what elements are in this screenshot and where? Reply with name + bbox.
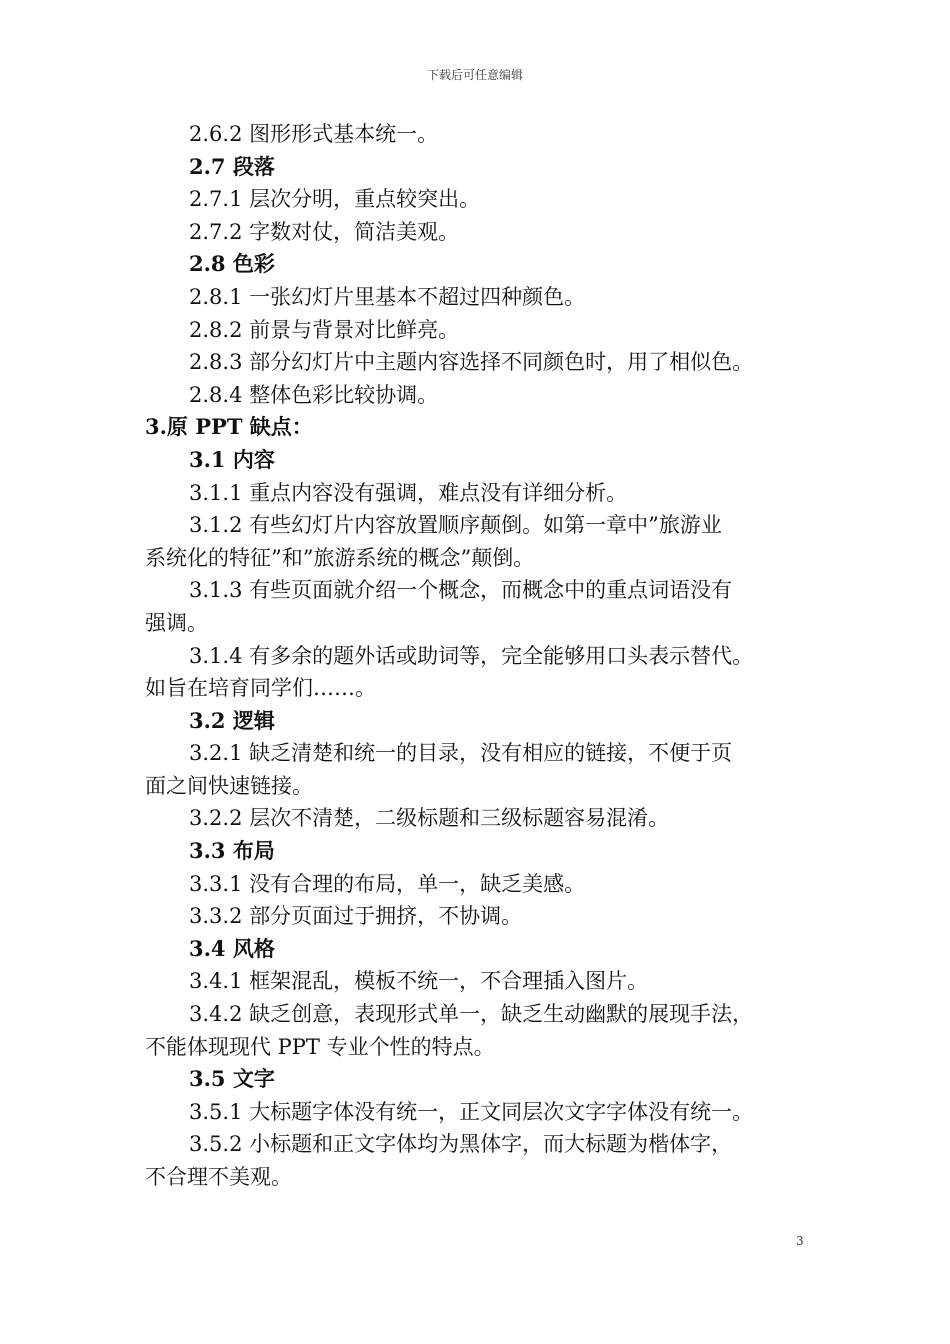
list-item: 3.1.4 有多余的题外话或助词等，完全能够用口头表示替代。 <box>189 643 754 668</box>
document-body <box>145 118 805 1194</box>
list-item: 3.5.1 大标题字体没有统一，正文同层次文字字体没有统一。 <box>189 1099 754 1124</box>
list-item: 3.1.2 有些幻灯片内容放置顺序颠倒。如第一章中”旅游业 <box>189 513 722 538</box>
page-number: 3 <box>796 1234 804 1248</box>
list-item-continuation: 如旨在培育同学们……。 <box>145 676 376 701</box>
list-item: 3.3.2 部分页面过于拥挤，不协调。 <box>189 904 523 929</box>
list-item: 2.8.1 一张幻灯片里基本不超过四种颜色。 <box>189 284 586 309</box>
list-item: 3.2.2 层次不清楚，二级标题和三级标题容易混淆。 <box>189 806 670 831</box>
list-item: 3.4.1 框架混乱，模板不统一，不合理插入图片。 <box>189 969 649 994</box>
section-heading: 3.1 内容 <box>189 446 275 472</box>
list-item: 3.2.1 缺乏清楚和统一的目录，没有相应的链接，不便于页 <box>189 741 733 766</box>
list-item: 3.1.1 重点内容没有强调，难点没有详细分析。 <box>189 480 628 505</box>
section-heading: 3.5 文字 <box>189 1066 275 1092</box>
list-item: 2.6.2 图形形式基本统一。 <box>189 122 439 146</box>
list-item: 3.3.1 没有合理的布局，单一，缺乏美感。 <box>189 871 586 896</box>
section-heading: 2.8 色彩 <box>189 251 275 277</box>
list-item: 3.5.2 小标题和正文字体均为黑体字，而大标题为楷体字， <box>189 1132 733 1157</box>
list-item-continuation: 系统化的特征”和”旅游系统的概念”颠倒。 <box>145 545 535 570</box>
list-item-continuation: 不合理不美观。 <box>145 1165 292 1189</box>
chapter-heading: 3.原 PPT 缺点： <box>145 414 313 440</box>
list-item: 2.8.2 前景与背景对比鲜亮。 <box>189 317 460 342</box>
list-item: 2.7.2 字数对仗，简洁美观。 <box>189 219 460 244</box>
list-item: 3.1.3 有些页面就介绍一个概念，而概念中的重点词语没有 <box>189 578 733 603</box>
list-item: 3.4.2 缺乏创意，表现形式单一，缺乏生动幽默的展现手法， <box>189 1002 754 1027</box>
list-item-continuation: 面之间快速链接。 <box>145 773 313 798</box>
section-heading: 3.2 逻辑 <box>189 707 275 733</box>
section-heading: 3.3 布局 <box>189 838 275 864</box>
page-header: 下载后可任意编辑 <box>426 68 523 82</box>
list-item-continuation: 强调。 <box>145 610 208 635</box>
section-heading: 2.7 段落 <box>189 153 275 179</box>
section-heading: 3.4 风格 <box>189 935 275 961</box>
list-item-continuation: 不能体现现代 PPT 专业个性的特点。 <box>145 1034 495 1059</box>
list-item: 2.8.4 整体色彩比较协调。 <box>189 382 439 407</box>
list-item: 2.8.3 部分幻灯片中主题内容选择不同颜色时，用了相似色。 <box>189 350 754 375</box>
list-item: 2.7.1 层次分明，重点较突出。 <box>189 187 481 212</box>
